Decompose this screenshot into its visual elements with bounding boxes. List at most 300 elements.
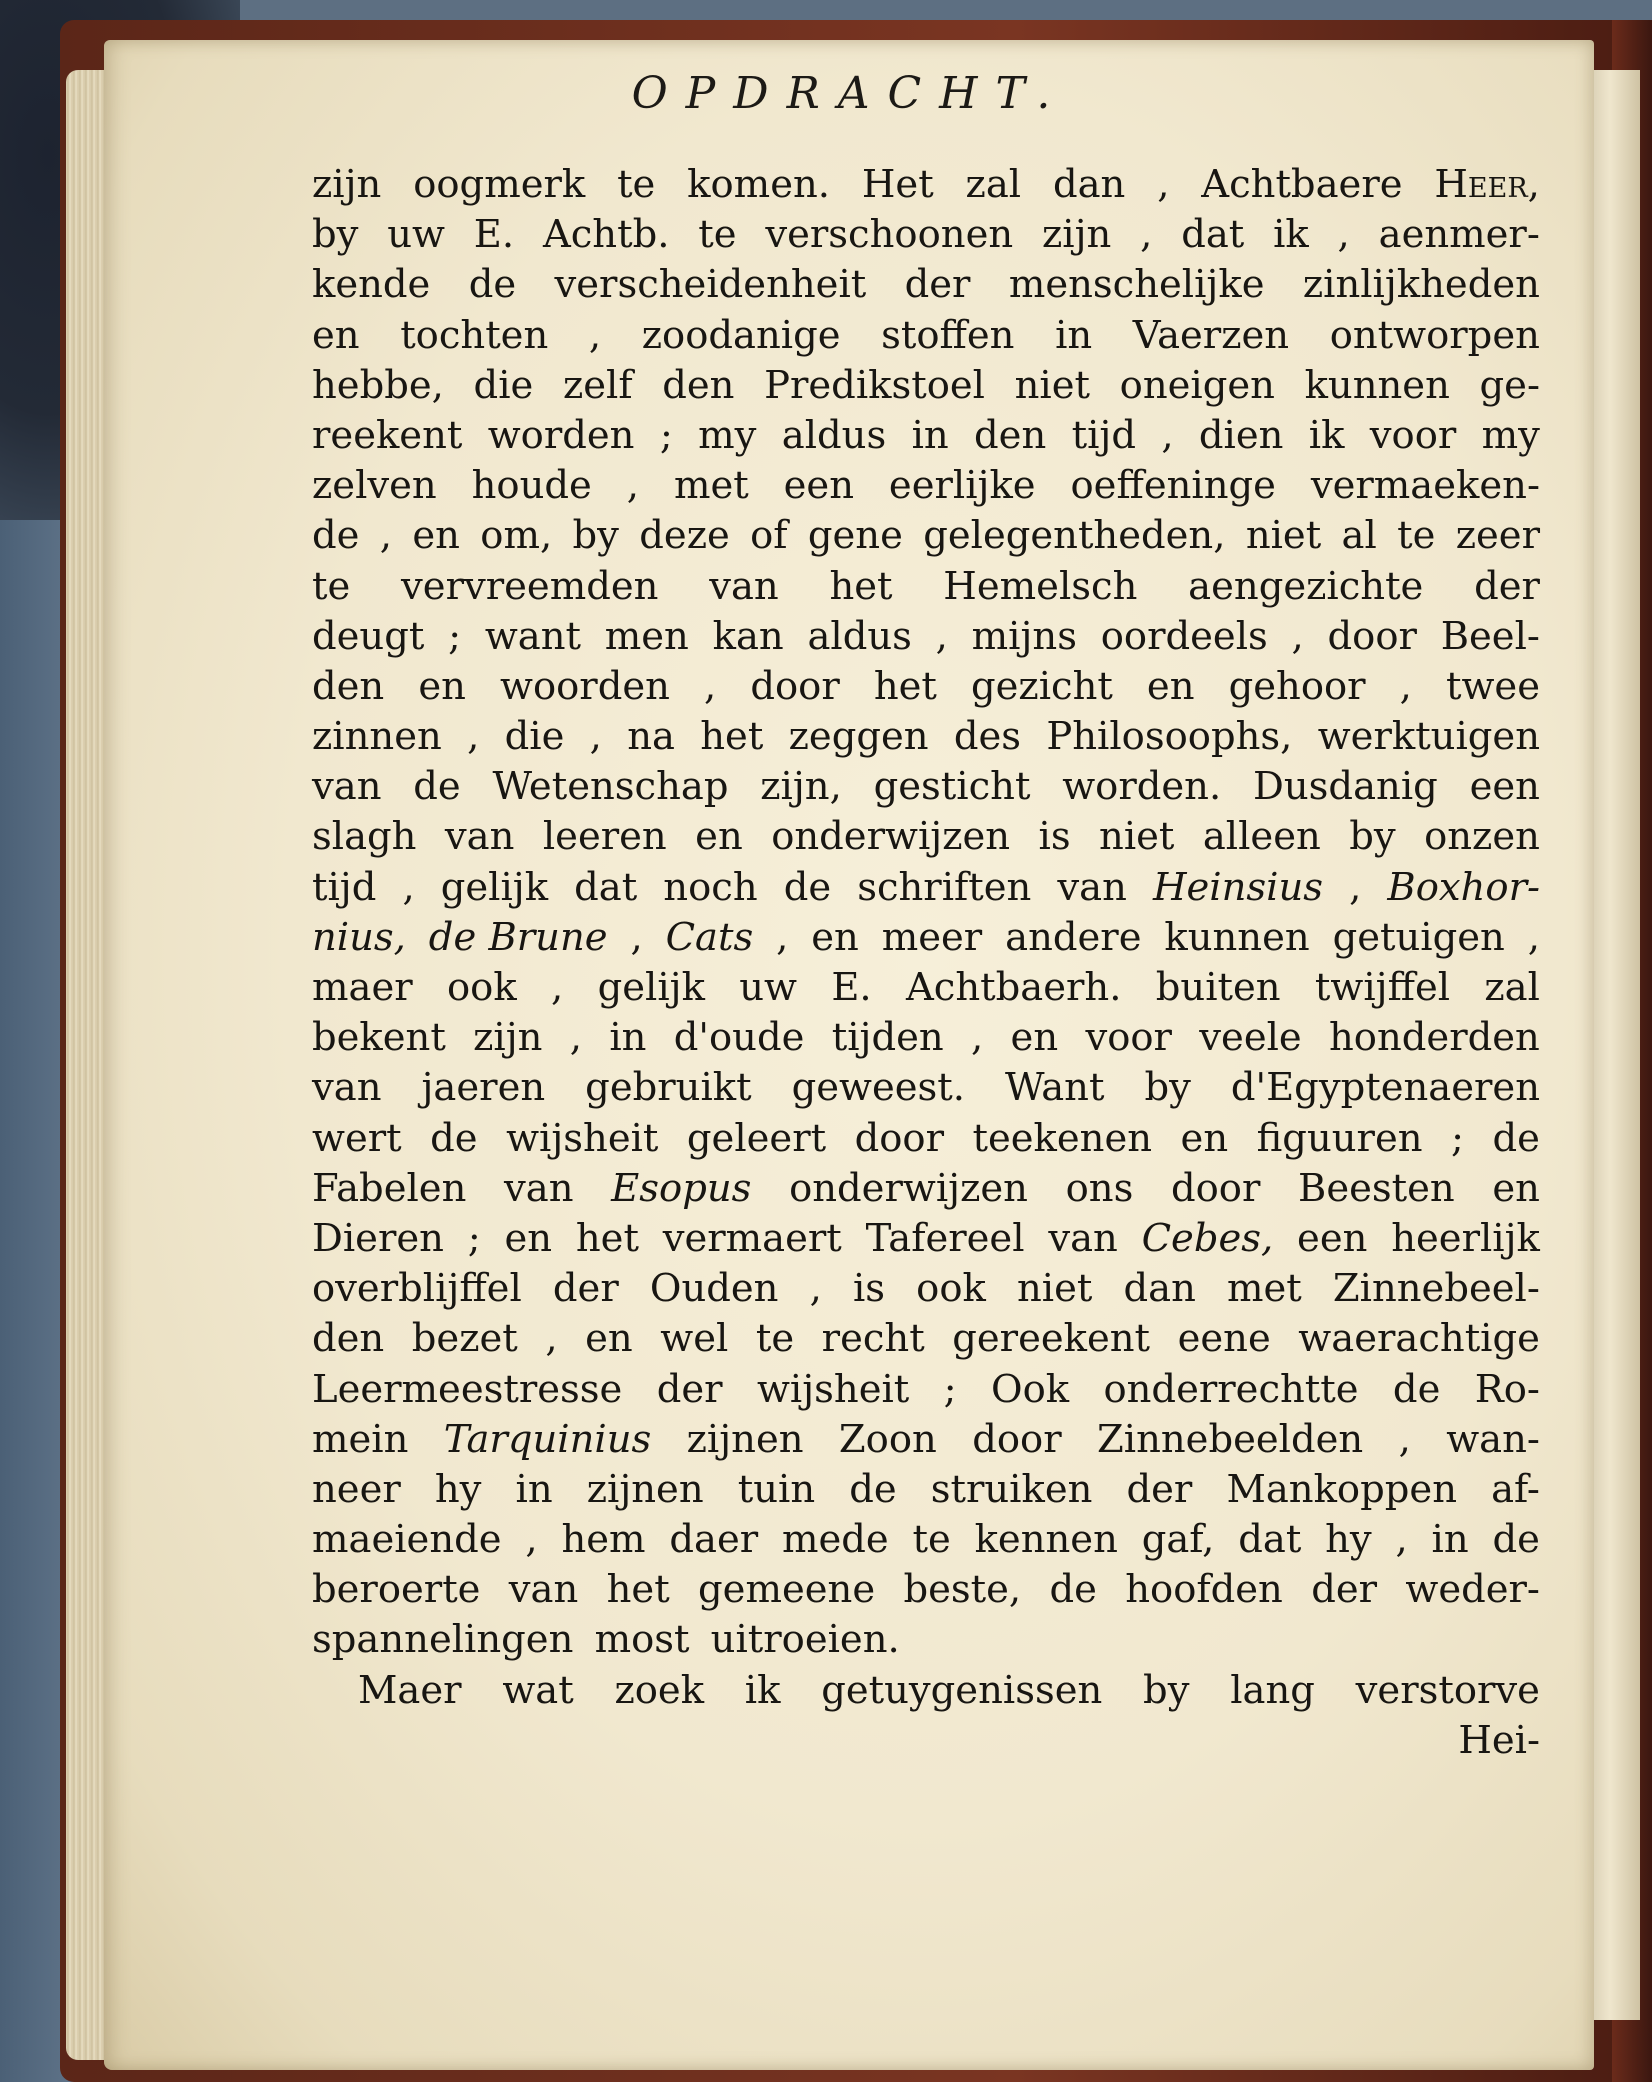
text-line (312, 562, 1540, 612)
word: d'oude (673, 1015, 805, 1061)
word: beste, (903, 1567, 1022, 1613)
word: by (1349, 814, 1396, 860)
word: E. (473, 212, 515, 258)
word: al (1341, 513, 1377, 559)
word: Heinsius (1152, 864, 1324, 910)
word: werktuigen (1317, 714, 1540, 760)
text-line (312, 1114, 1540, 1164)
word: by (1144, 1065, 1191, 1111)
word: , (1337, 212, 1350, 258)
word: Tafereel (865, 1215, 1025, 1261)
word: de Brune (428, 914, 608, 960)
word: twijffel (1314, 965, 1451, 1010)
word: om, (480, 513, 553, 559)
word: Ook (991, 1366, 1070, 1412)
word: meer (881, 914, 983, 960)
text-line (312, 461, 1540, 511)
word: zijn (312, 162, 382, 207)
word: uitroeien. (710, 1617, 900, 1663)
word: tochten (400, 312, 549, 358)
word: en (412, 513, 460, 559)
word: die (473, 362, 534, 408)
word: houde (471, 463, 592, 509)
text-line (312, 1565, 1540, 1615)
text-line (312, 863, 1540, 913)
word: een (1297, 1215, 1368, 1261)
word: wijsheit (756, 1366, 910, 1412)
word: de (1492, 1517, 1540, 1563)
text-line (312, 913, 1540, 963)
word: getuigen (1332, 914, 1505, 960)
word: het (829, 563, 893, 609)
word: het (700, 714, 764, 760)
word: de (1492, 1115, 1540, 1161)
word: zijnen (686, 1416, 804, 1462)
word: ontworpen (1329, 312, 1540, 358)
word: hy (1325, 1517, 1372, 1563)
word: en (585, 1316, 633, 1362)
word: , (1398, 1416, 1411, 1462)
word: zinnen (312, 714, 442, 760)
word: kende (312, 262, 431, 308)
word: oogmerk (413, 162, 586, 207)
text-line (312, 1063, 1540, 1113)
word: mijns (971, 613, 1077, 659)
word: , (551, 965, 564, 1010)
text-line (312, 1515, 1540, 1565)
word: by (572, 513, 619, 559)
text-line (312, 1264, 1540, 1314)
word: dan (1123, 1266, 1196, 1312)
word: , (569, 1015, 583, 1061)
word: aldus (807, 613, 912, 659)
word: beroerte (312, 1567, 481, 1613)
word: zeggen (788, 714, 929, 760)
word: maeiende (312, 1517, 502, 1563)
word: zelf (562, 362, 633, 408)
word: uw (387, 212, 445, 258)
word: worden. (1062, 764, 1222, 810)
word: in (1431, 1517, 1469, 1563)
word: , (776, 914, 789, 960)
word: van (444, 814, 515, 860)
word: , (935, 613, 948, 659)
word: twee (1446, 663, 1540, 709)
text-line (312, 662, 1540, 712)
word: den (974, 412, 1047, 458)
word: ik (744, 1667, 781, 1713)
word: van (312, 1065, 382, 1111)
word: menschelijke (1008, 262, 1265, 308)
word: zeer (1455, 513, 1540, 559)
text-line (312, 762, 1540, 812)
word: dat (1238, 1517, 1302, 1563)
word: in (515, 1466, 553, 1512)
word: zal (1484, 965, 1540, 1010)
word: der (1311, 1567, 1378, 1613)
word: door (972, 1416, 1062, 1462)
word: veele (1199, 1015, 1302, 1061)
word: Esopus (611, 1165, 752, 1211)
word: gelijk (597, 965, 705, 1010)
word: onderrechtte (1103, 1366, 1359, 1412)
word: Zinnebeel- (1332, 1266, 1540, 1312)
word: daer (669, 1517, 759, 1563)
word: gemeene (698, 1567, 876, 1613)
word: verschoonen (765, 212, 1014, 258)
word: door (1170, 1165, 1261, 1211)
word: Cats (665, 914, 754, 960)
word: den (312, 663, 385, 709)
word: door (750, 663, 840, 709)
word: ik (1308, 412, 1345, 458)
text-line (312, 1415, 1540, 1465)
word: stoffen (881, 312, 1015, 358)
word: recht (821, 1316, 925, 1362)
word: zoek (614, 1667, 705, 1713)
word: , (588, 312, 602, 358)
word: Maer (358, 1667, 462, 1713)
word: der (552, 1266, 619, 1312)
word: Vaerzen (1132, 312, 1290, 358)
word: kunnen (1164, 914, 1310, 960)
word: buiten (1155, 965, 1281, 1010)
body-text (312, 160, 1540, 1766)
word: dan (1052, 162, 1126, 207)
word: jaeren (421, 1065, 546, 1111)
word: de (783, 864, 832, 910)
facing-page-edge (1590, 70, 1640, 2020)
word: gebruikt (585, 1065, 752, 1111)
word: men (604, 613, 689, 659)
word: en (811, 914, 859, 960)
word: , (1395, 1517, 1408, 1563)
word: gereekent (952, 1316, 1151, 1362)
word: ook (916, 1266, 986, 1312)
word: Wetenschap (492, 764, 729, 810)
word: maer (312, 965, 413, 1010)
word: my (1481, 412, 1540, 458)
text-line (312, 712, 1540, 762)
word: kennen (974, 1517, 1118, 1563)
text-line (312, 1615, 1540, 1665)
word: Dieren (312, 1215, 444, 1261)
word: Want (1004, 1065, 1105, 1111)
word: of (750, 513, 788, 559)
word: deugt (312, 613, 425, 659)
word: by (312, 212, 359, 258)
word: dat (574, 864, 638, 910)
word: getuygenissen (821, 1667, 1103, 1713)
word: en (1180, 1115, 1229, 1161)
word: hy (434, 1466, 482, 1512)
word: dat (1181, 212, 1245, 258)
word: nius, (312, 914, 406, 960)
word: geweest. (791, 1065, 965, 1111)
word: te (698, 212, 737, 258)
word: kunnen (1304, 362, 1450, 408)
word: gelegentheden, (923, 513, 1226, 559)
word: , (1140, 212, 1153, 258)
text-line (312, 260, 1540, 310)
word: vervreemden (401, 563, 659, 609)
text-line (312, 1666, 1540, 1716)
word: , (1161, 412, 1174, 458)
word: te (755, 1316, 795, 1362)
word: is (852, 1266, 886, 1312)
word: Zoon (838, 1416, 937, 1462)
word: Beesten (1298, 1165, 1455, 1211)
word: onderwijzen (771, 814, 1011, 860)
word: schriften (857, 864, 1032, 910)
word: zijn (1041, 212, 1112, 258)
word: met (1227, 1266, 1302, 1312)
word: , (1527, 914, 1540, 960)
word: uw (739, 965, 797, 1010)
word: tijd (312, 864, 377, 910)
word: spannelingen (312, 1617, 574, 1663)
word: zijnen (586, 1466, 704, 1512)
word: Dusdanig (1253, 764, 1438, 810)
word: verstorve (1355, 1667, 1540, 1713)
word: Ouden (649, 1266, 779, 1312)
word: slagh (312, 814, 417, 860)
word: af- (1491, 1466, 1540, 1512)
word: van (508, 1567, 579, 1613)
word: lang (1230, 1667, 1315, 1713)
word: d'Egyptenaeren (1230, 1065, 1540, 1111)
word: die (504, 714, 565, 760)
word: en (504, 1215, 553, 1261)
word: niet (1099, 814, 1175, 860)
word: Philosoophs, (1046, 714, 1293, 760)
word: , (402, 864, 415, 910)
text-line (312, 1465, 1540, 1515)
text-line (312, 812, 1540, 862)
word: te (1397, 513, 1436, 559)
word: en (1146, 663, 1195, 709)
word: ons (1065, 1165, 1134, 1211)
word: een (1469, 764, 1540, 810)
word: Ro- (1474, 1366, 1540, 1412)
word: de (312, 513, 360, 559)
word: woorden (499, 663, 670, 709)
word: wat (502, 1667, 574, 1713)
word: in (609, 1015, 647, 1061)
word: overblijffel (312, 1266, 522, 1312)
text-line (312, 311, 1540, 361)
word: zoodanige (641, 312, 841, 358)
text-line (312, 361, 1540, 411)
word: van (312, 764, 382, 810)
word: hem (561, 1517, 646, 1563)
word: oneigen (1119, 362, 1275, 408)
word: Leermeestresse (312, 1366, 623, 1412)
word: reekent (312, 412, 463, 458)
word: bekent (312, 1015, 446, 1061)
word: zinlijkheden (1302, 262, 1540, 308)
word: bezet (411, 1316, 518, 1362)
word: Cebes, (1141, 1215, 1274, 1261)
word: de (413, 764, 461, 810)
word: , (589, 714, 602, 760)
word: de (430, 1115, 478, 1161)
word: , (525, 1517, 538, 1563)
word: Fabelen (312, 1165, 467, 1211)
text-line (312, 210, 1540, 260)
word: aenmer- (1378, 212, 1540, 258)
word: te (912, 1517, 951, 1563)
word: na (627, 714, 675, 760)
word: , (626, 463, 640, 509)
word: de (1392, 1366, 1441, 1412)
word: noch (663, 864, 758, 910)
word: by (1143, 1667, 1190, 1713)
text-line (312, 1214, 1540, 1264)
word: niet (1016, 1266, 1093, 1312)
word: onzen (1424, 814, 1540, 860)
word: zijn, (760, 764, 842, 810)
word: der (904, 262, 971, 308)
word: van (709, 563, 779, 609)
word: aldus (781, 412, 887, 458)
word: te (312, 563, 351, 609)
word: honderden (1329, 1015, 1540, 1061)
word: eene (1177, 1316, 1271, 1362)
text-line (312, 1314, 1540, 1364)
word: het (606, 1567, 670, 1613)
text-line (312, 511, 1540, 561)
word: mein (312, 1416, 409, 1462)
word: ; (659, 412, 673, 458)
word: des (953, 714, 1022, 760)
word: Predikstoel (764, 362, 985, 408)
word: oordeels (1100, 613, 1268, 659)
word: onderwijzen (789, 1165, 1028, 1211)
text-line (312, 612, 1540, 662)
word: Beel- (1440, 613, 1540, 659)
word: van (1048, 1215, 1118, 1261)
word: is (1038, 814, 1071, 860)
word: Tarquinius (443, 1416, 652, 1462)
word: in (911, 412, 949, 458)
word: leeren (542, 814, 667, 860)
word: , (1157, 162, 1170, 207)
word: ook (446, 965, 517, 1010)
word: gezicht (970, 663, 1113, 709)
running-head: OPDRACHT. (631, 68, 1069, 119)
word: met (673, 463, 749, 509)
word: ik (1273, 212, 1309, 258)
word: eerlijke (888, 463, 1036, 509)
word: ; (448, 613, 462, 659)
word: gehoor (1228, 663, 1366, 709)
word: en (695, 814, 743, 860)
word: , (1399, 663, 1412, 709)
word: Heer, (1434, 162, 1540, 207)
word: dien (1198, 412, 1284, 458)
word: der (1474, 563, 1540, 609)
word: en (418, 663, 466, 709)
word: den (662, 362, 735, 408)
word: wel (660, 1316, 729, 1362)
text-line (312, 411, 1540, 461)
word: zal (965, 162, 1022, 207)
word: van (504, 1165, 574, 1211)
word: het (873, 663, 937, 709)
word: der (656, 1366, 723, 1412)
word: aengezichte (1188, 563, 1424, 609)
word: Achtbaerh. (905, 965, 1122, 1010)
word: hoofden (1125, 1567, 1283, 1613)
word: oeffeninge (1070, 463, 1276, 509)
word: wert (312, 1115, 402, 1161)
word: Mankoppen (1226, 1466, 1457, 1512)
word: voor (1085, 1015, 1172, 1061)
word: , (970, 1015, 984, 1061)
word: want (484, 613, 582, 659)
word: ge- (1479, 362, 1540, 408)
word: , (809, 1266, 822, 1312)
word: niet (1014, 362, 1090, 408)
word: Het (861, 162, 934, 207)
word: zelven (312, 463, 437, 509)
word: door (854, 1115, 944, 1161)
word: gesticht (873, 764, 1031, 810)
word: der (1126, 1466, 1193, 1512)
word: Boxhor- (1387, 864, 1540, 910)
word: , (1291, 613, 1304, 659)
word: van (1057, 864, 1127, 910)
word: wijsheit (506, 1115, 659, 1161)
word: wan- (1446, 1416, 1540, 1462)
word: most (594, 1617, 690, 1663)
word: ; (1451, 1115, 1465, 1161)
word: deze (639, 513, 730, 559)
word: vermaert (662, 1215, 842, 1261)
word: gene (807, 513, 903, 559)
word: komen. (687, 162, 831, 207)
word: gelijk (440, 864, 549, 910)
word: den (312, 1316, 385, 1362)
word: struiken (930, 1466, 1093, 1512)
text-line (312, 1164, 1540, 1214)
word: waerachtige (1298, 1316, 1540, 1362)
word: in (1055, 312, 1093, 358)
word: ; (943, 1366, 957, 1412)
word: weder- (1405, 1567, 1540, 1613)
word: geleert (686, 1115, 827, 1161)
word: andere (1005, 914, 1142, 960)
word: en (312, 312, 360, 358)
word: de (468, 262, 517, 308)
word: alleen (1202, 814, 1321, 860)
word: en (1010, 1015, 1059, 1061)
text-line (312, 1365, 1540, 1415)
word: Achtb. (542, 212, 670, 258)
word: , (467, 714, 480, 760)
word: teekenen (972, 1115, 1153, 1161)
word: vermaeken- (1310, 463, 1540, 509)
word: figuuren (1256, 1115, 1423, 1161)
word: ; (467, 1215, 481, 1261)
word: my (698, 412, 757, 458)
text-line (312, 160, 1540, 210)
word: voor (1369, 412, 1457, 458)
text-line (312, 963, 1540, 1013)
word: tuin (737, 1466, 816, 1512)
word: tijden (831, 1015, 944, 1061)
